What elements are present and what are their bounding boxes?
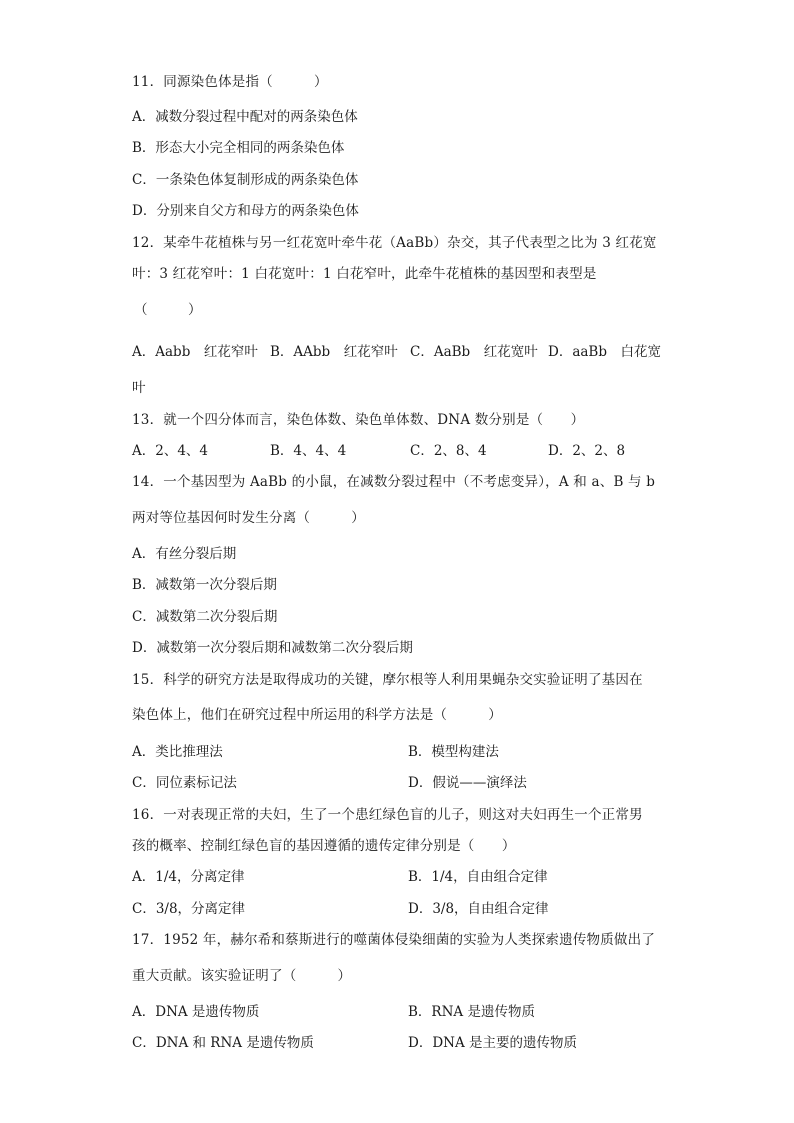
question-15-stem-line1: 15．科学的研究方法是取得成功的关键，摩尔根等人利用果蝇杂交实验证明了基因在 — [132, 672, 643, 688]
question-11-option-d[interactable]: D．分别来自父方和母方的两条染色体 — [132, 203, 359, 219]
question-14-option-b[interactable]: B．减数第一次分裂后期 — [132, 577, 277, 593]
question-17-option-d[interactable]: D．DNA 是主要的遗传物质 — [408, 1035, 578, 1051]
question-15-stem-line2: 染色体上，他们在研究过程中所运用的科学方法是（ ） — [132, 707, 502, 723]
question-12-option-d[interactable]: D．aaBb 白花宽 — [548, 344, 661, 360]
question-16-option-b[interactable]: B．1/4，自由组合定律 — [408, 869, 548, 885]
question-13-stem: 13．就一个四分体而言，染色体数、染色单体数、DNA 数分别是（ ） — [132, 412, 585, 428]
question-13-option-b[interactable]: B．4、4、4 — [270, 443, 347, 459]
question-14-stem-line2: 两对等位基因何时发生分离（ ） — [132, 510, 365, 526]
question-12-option-c[interactable]: C．AaBb 红花宽叶 — [410, 344, 538, 360]
question-16-stem-line2: 孩的概率、控制红绿色盲的基因遵循的遗传定律分别是（ ） — [132, 838, 516, 854]
question-16-option-c[interactable]: C．3/8，分离定律 — [132, 901, 246, 917]
question-12-answer-paren: （ ） — [134, 302, 202, 318]
question-12-option-b[interactable]: B．AAbb 红花窄叶 — [270, 344, 398, 360]
question-15-option-b[interactable]: B．模型构建法 — [408, 744, 499, 760]
question-17-stem-line1: 17．1952 年，赫尔希和蔡斯进行的噬菌体侵染细菌的实验为人类探索遗传物质做出了 — [132, 932, 656, 948]
question-13-option-c[interactable]: C．2、8、4 — [410, 443, 487, 459]
question-14-stem-line1: 14．一个基因型为 AaBb 的小鼠，在减数分裂过程中（不考虑变异），A 和 a、B 与 b — [132, 474, 656, 490]
question-14-option-a[interactable]: A．有丝分裂后期 — [132, 546, 237, 562]
question-12-stem-line2: 叶：3 红花窄叶：1 白花宽叶：1 白花窄叶，此牵牛花植株的基因型和表型是 — [132, 266, 597, 282]
question-14-option-c[interactable]: C．减数第二次分裂后期 — [132, 609, 278, 625]
question-17-stem-line2: 重大贡献。该实验证明了（ ） — [132, 968, 352, 984]
question-12-option-a[interactable]: A．Aabb 红花窄叶 — [132, 344, 258, 360]
question-12-stem-line1: 12．某牵牛花植株与另一红花宽叶牵牛花（AaBb）杂交，其子代表型之比为 3 红花宽 — [132, 235, 657, 251]
question-11-option-a[interactable]: A．减数分裂过程中配对的两条染色体 — [132, 109, 358, 125]
question-15-option-a[interactable]: A．类比推理法 — [132, 744, 223, 760]
question-16-option-d[interactable]: D．3/8，自由组合定律 — [408, 901, 549, 917]
question-17-option-c[interactable]: C．DNA 和 RNA 是遗传物质 — [132, 1035, 314, 1051]
question-14-option-d[interactable]: D．减数第一次分裂后期和减数第二次分裂后期 — [132, 640, 413, 656]
question-17-option-b[interactable]: B．RNA 是遗传物质 — [408, 1004, 535, 1020]
question-15-option-c[interactable]: C．同位素标记法 — [132, 775, 237, 791]
question-11-stem: 11．同源染色体是指（ ） — [132, 74, 328, 90]
question-16-option-a[interactable]: A．1/4，分离定律 — [132, 869, 245, 885]
question-11-option-c[interactable]: C．一条染色体复制形成的两条染色体 — [132, 172, 359, 188]
question-11-option-b[interactable]: B．形态大小完全相同的两条染色体 — [132, 140, 345, 156]
question-12-option-d-continued: 叶 — [132, 380, 146, 396]
question-15-option-d[interactable]: D．假说——演绎法 — [408, 775, 527, 791]
question-13-option-a[interactable]: A．2、4、4 — [132, 443, 209, 459]
question-13-option-d[interactable]: D．2、2、8 — [548, 443, 626, 459]
question-17-option-a[interactable]: A．DNA 是遗传物质 — [132, 1004, 260, 1020]
question-16-stem-line1: 16．一对表现正常的夫妇，生了一个患红绿色盲的儿子，则这对夫妇再生一个正常男 — [132, 807, 643, 823]
